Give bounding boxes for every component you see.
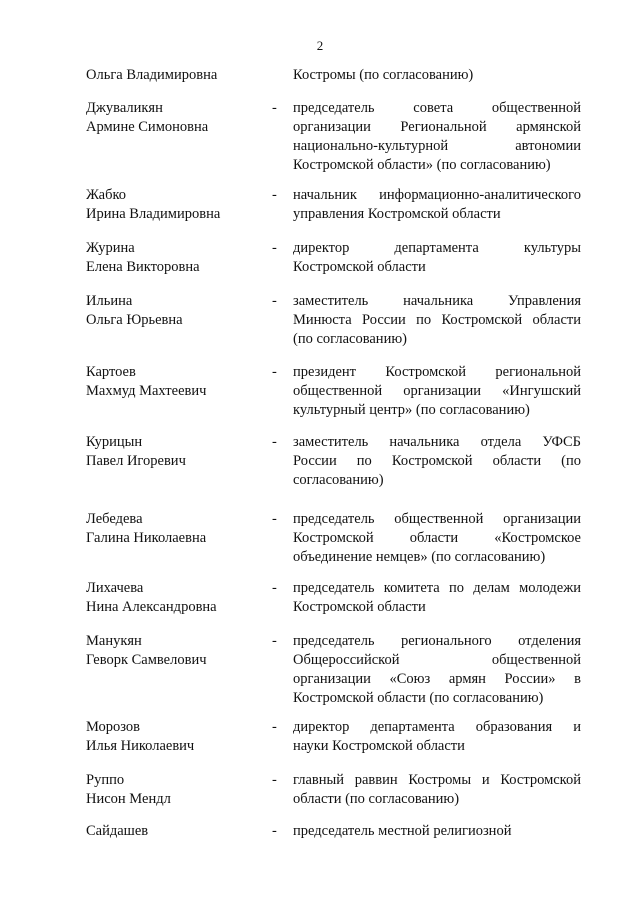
dash-separator: - bbox=[272, 719, 277, 735]
member-position-line: общественной организации «Ингушский bbox=[293, 383, 581, 399]
member-name-line: Ильина bbox=[86, 293, 133, 309]
member-position-line: директор департамента культуры bbox=[293, 240, 581, 256]
member-position bbox=[293, 718, 581, 756]
member-name bbox=[86, 186, 266, 224]
member-name-line: Елена Викторовна bbox=[86, 259, 200, 275]
member-position-line: Костромской области bbox=[293, 259, 426, 275]
member-name bbox=[86, 292, 266, 330]
member-name-line: Ирина Владимировна bbox=[86, 206, 221, 222]
member-position-line: науки Костромской области bbox=[293, 738, 465, 754]
member-position-line: Костромы (по согласованию) bbox=[293, 67, 474, 83]
dash-separator: - bbox=[272, 434, 277, 450]
member-name-line: Морозов bbox=[86, 719, 141, 735]
member-name-line: Сайдашев bbox=[86, 823, 149, 839]
member-name-line: Курицын bbox=[86, 434, 143, 450]
member-position bbox=[293, 186, 581, 224]
member-name bbox=[86, 718, 266, 756]
member-position-line: директор департамента образования и bbox=[293, 719, 581, 735]
member-position-line: (по согласованию) bbox=[293, 331, 407, 347]
dash-separator: - bbox=[272, 511, 277, 527]
member-position-line: организации Региональной армянской bbox=[293, 119, 581, 135]
member-position-line: председатель общественной организации bbox=[293, 511, 581, 527]
member-name bbox=[86, 363, 266, 401]
page-number: 2 bbox=[316, 38, 324, 53]
member-position-line: заместитель начальника отдела УФСБ bbox=[293, 434, 581, 450]
member-position bbox=[293, 239, 581, 277]
member-name bbox=[86, 771, 266, 809]
member-position-line: заместитель начальника Управления bbox=[293, 293, 581, 309]
member-position-line: национально-культурной автономии bbox=[293, 138, 581, 154]
member-name-line: Геворк Самвелович bbox=[86, 652, 207, 668]
dash-separator: - bbox=[272, 580, 277, 596]
dash-separator: - bbox=[272, 823, 277, 839]
member-name-line: Лебедева bbox=[86, 511, 143, 527]
member-position-line: области (по согласованию) bbox=[293, 791, 460, 807]
member-name-line: Павел Игоревич bbox=[86, 453, 186, 469]
member-position-line: объединение немцев» (по согласованию) bbox=[293, 549, 546, 565]
member-position-line: Костромской области «Костромское bbox=[293, 530, 581, 546]
member-position bbox=[293, 433, 581, 490]
dash-separator: - bbox=[272, 187, 277, 203]
member-name-line: Журина bbox=[86, 240, 135, 256]
member-position-line: России по Костромской области (по bbox=[293, 453, 581, 469]
dash-separator: - bbox=[272, 100, 277, 116]
member-name bbox=[86, 239, 266, 277]
member-name-line: Нина Александровна bbox=[86, 599, 217, 615]
member-name bbox=[86, 510, 266, 548]
dash-separator: - bbox=[272, 633, 277, 649]
member-position-line: Костромской области» (по согласованию) bbox=[293, 157, 551, 173]
dash-separator: - bbox=[272, 364, 277, 380]
member-name-line: Галина Николаевна bbox=[86, 530, 207, 546]
member-position bbox=[293, 99, 581, 175]
member-name-line: Армине Симоновна bbox=[86, 119, 209, 135]
member-position-line: Минюста России по Костромской области bbox=[293, 312, 581, 328]
dash-separator: - bbox=[272, 293, 277, 309]
member-name-line: Руппо bbox=[86, 772, 125, 788]
member-name-line: Илья Николаевич bbox=[86, 738, 195, 754]
member-name bbox=[86, 66, 266, 85]
member-name-line: Джуваликян bbox=[86, 100, 163, 116]
dash-separator: - bbox=[272, 772, 277, 788]
member-position-line: Общероссийской общественной bbox=[293, 652, 581, 668]
member-position bbox=[293, 771, 581, 809]
member-position bbox=[293, 579, 581, 617]
member-position-line: управления Костромской области bbox=[293, 206, 501, 222]
member-position-line: главный раввин Костромы и Костромской bbox=[293, 772, 581, 788]
member-position bbox=[293, 632, 581, 708]
member-position bbox=[293, 292, 581, 349]
member-name bbox=[86, 822, 266, 841]
member-name-line: Ольга Юрьевна bbox=[86, 312, 183, 328]
member-position-line: председатель комитета по делам молодежи bbox=[293, 580, 581, 596]
member-name-line: Лихачева bbox=[86, 580, 144, 596]
member-position-line: председатель совета общественной bbox=[293, 100, 581, 116]
member-position-line: Костромской области bbox=[293, 599, 426, 615]
member-name-line: Нисон Мендл bbox=[86, 791, 171, 807]
member-position-line: начальник информационно-аналитического bbox=[293, 187, 581, 203]
member-name-line: Манукян bbox=[86, 633, 142, 649]
member-position-line: председатель регионального отделения bbox=[293, 633, 581, 649]
member-name-line: Махмуд Махтеевич bbox=[86, 383, 207, 399]
member-name-line: Жабко bbox=[86, 187, 127, 203]
member-position-line: президент Костромской региональной bbox=[293, 364, 581, 380]
member-name bbox=[86, 433, 266, 471]
member-position bbox=[293, 822, 581, 841]
member-name bbox=[86, 579, 266, 617]
member-position-line: культурный центр» (по согласованию) bbox=[293, 402, 530, 418]
member-name-line: Ольга Владимировна bbox=[86, 67, 218, 83]
member-name bbox=[86, 632, 266, 670]
member-position-line: организации «Союз армян России» в bbox=[293, 671, 581, 687]
member-name-line: Картоев bbox=[86, 364, 136, 380]
member-position-line: согласованию) bbox=[293, 472, 384, 488]
member-position bbox=[293, 66, 581, 85]
member-position-line: председатель местной религиозной bbox=[293, 823, 512, 839]
dash-separator: - bbox=[272, 240, 277, 256]
member-position bbox=[293, 363, 581, 420]
member-name bbox=[86, 99, 266, 137]
member-position-line: Костромской области (по согласованию) bbox=[293, 690, 544, 706]
member-position bbox=[293, 510, 581, 567]
